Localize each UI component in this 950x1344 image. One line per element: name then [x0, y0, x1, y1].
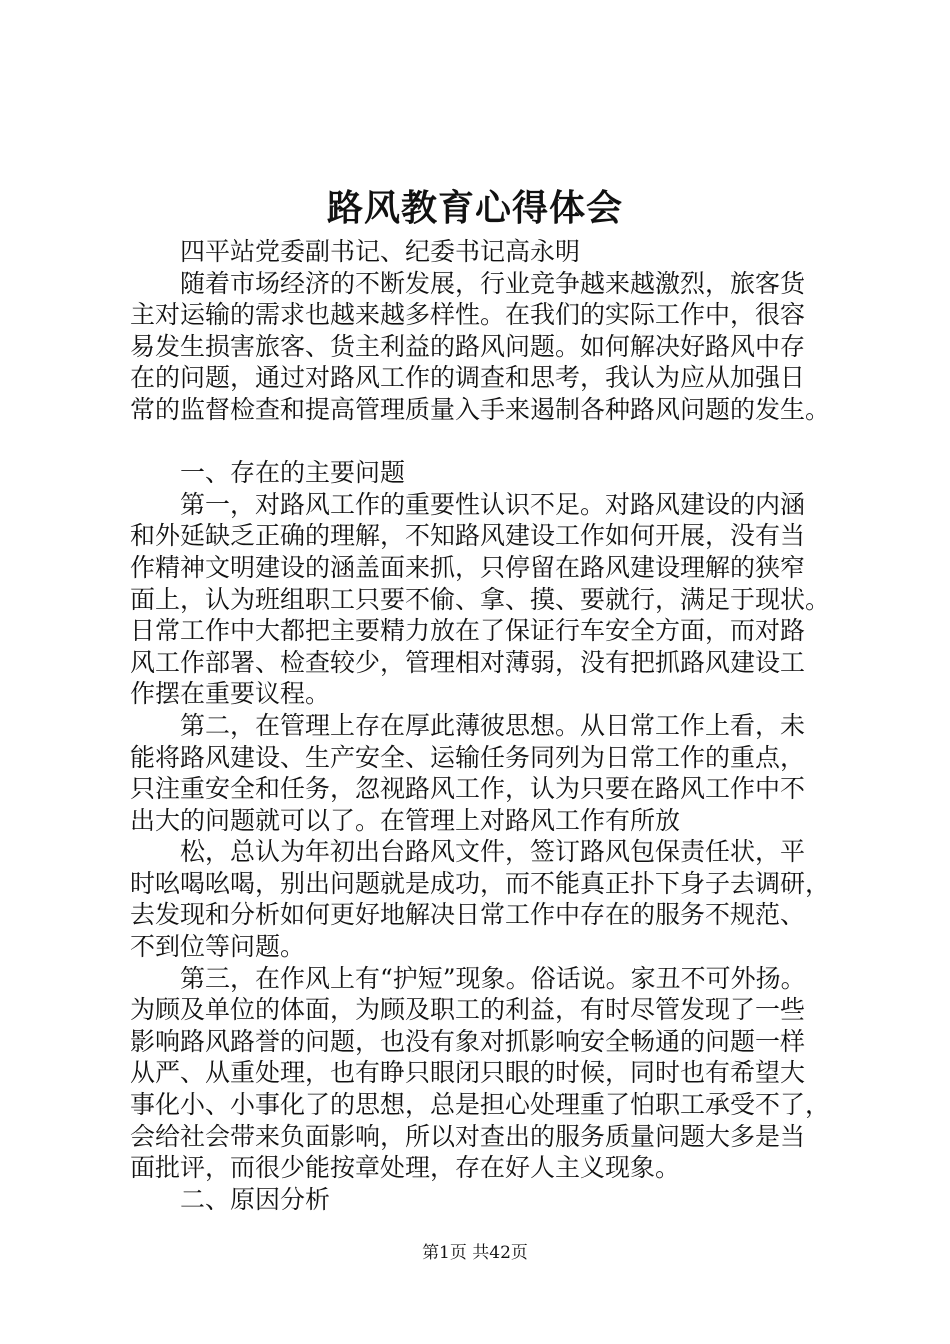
- text-line: 在的问题，通过对路风工作的调查和思考，我认为应从加强日: [130, 363, 806, 393]
- text-line: 作摆在重要议程。: [130, 679, 331, 709]
- text-line: 第三，在作风上有“护短”现象。俗话说。家丑不可外扬。: [180, 963, 806, 993]
- page-footer: 第1页 共42页: [422, 1243, 528, 1263]
- text-line: 风工作部署、检查较少，管理相对薄弱，没有把抓路风建设工: [130, 647, 806, 677]
- text-line: 只注重安全和任务，忽视路风工作，认为只要在路风工作中不: [130, 774, 806, 804]
- text-line: 松，总认为年初出台路风文件，签订路风包保责任状，平: [180, 837, 806, 867]
- text-line: 面批评，而很少能按章处理，存在好人主义现象。: [130, 1153, 681, 1183]
- text-line: 事化小、小事化了的思想，总是担心处理重了怕职工承受不了，: [130, 1090, 831, 1120]
- text-line: 随着市场经济的不断发展，行业竞争越来越激烈，旅客货: [180, 268, 806, 298]
- blank-line: [130, 426, 830, 458]
- text-line: 为顾及单位的体面，为顾及职工的利益，有时尽管发现了一些: [130, 995, 806, 1025]
- text-line: 影响路风路誉的问题，也没有象对抓影响安全畅通的问题一样: [130, 1026, 806, 1056]
- text-line: 第二，在管理上存在厚此薄彼思想。从日常工作上看，未: [180, 710, 806, 740]
- text-line: 会给社会带来负面影响，所以对查出的服务质量问题大多是当: [130, 1121, 806, 1151]
- text-line: 时吆喝吆喝，别出问题就是成功，而不能真正扑下身子去调研，: [130, 868, 831, 898]
- text-line: 主对运输的需求也越来越多样性。在我们的实际工作中，很容: [130, 300, 806, 330]
- text-line: 去发现和分析如何更好地解决日常工作中存在的服务不规范、: [130, 900, 806, 930]
- text-line: 二、原因分析: [180, 1184, 331, 1214]
- text-line: 易发生损害旅客、货主利益的路风问题。如何解决好路风中存: [130, 331, 806, 361]
- text-line: 能将路风建设、生产安全、运输任务同列为日常工作的重点，: [130, 742, 806, 772]
- text-line: 日常工作中大都把主要精力放在了保证行车安全方面，而对路: [130, 616, 806, 646]
- document-body: [130, 236, 830, 1215]
- text-line: 一、存在的主要问题: [180, 458, 406, 488]
- text-line: 常的监督检查和提高管理质量入手来遏制各种路风问题的发生。: [130, 394, 831, 424]
- text-line: 出大的问题就可以了。在管理上对路风工作有所放: [130, 805, 681, 835]
- text-line: 四平站党委副书记、纪委书记高永明: [180, 237, 581, 266]
- text-line: 和外延缺乏正确的理解，不知路风建设工作如何开展，没有当: [130, 521, 806, 551]
- text-line: 从严、从重处理，也有睁只眼闭只眼的时候，同时也有希望大: [130, 1058, 806, 1088]
- text-line: 作精神文明建设的涵盖面来抓，只停留在路风建设理解的狭窄: [130, 552, 806, 582]
- text-line: 面上，认为班组职工只要不偷、拿、摸、要就行，满足于现状。: [130, 584, 831, 614]
- document-title: 路风教育心得体会: [326, 187, 623, 229]
- text-line: 第一，对路风工作的重要性认识不足。对路风建设的内涵: [180, 489, 806, 519]
- text-line: 不到位等问题。: [130, 932, 306, 962]
